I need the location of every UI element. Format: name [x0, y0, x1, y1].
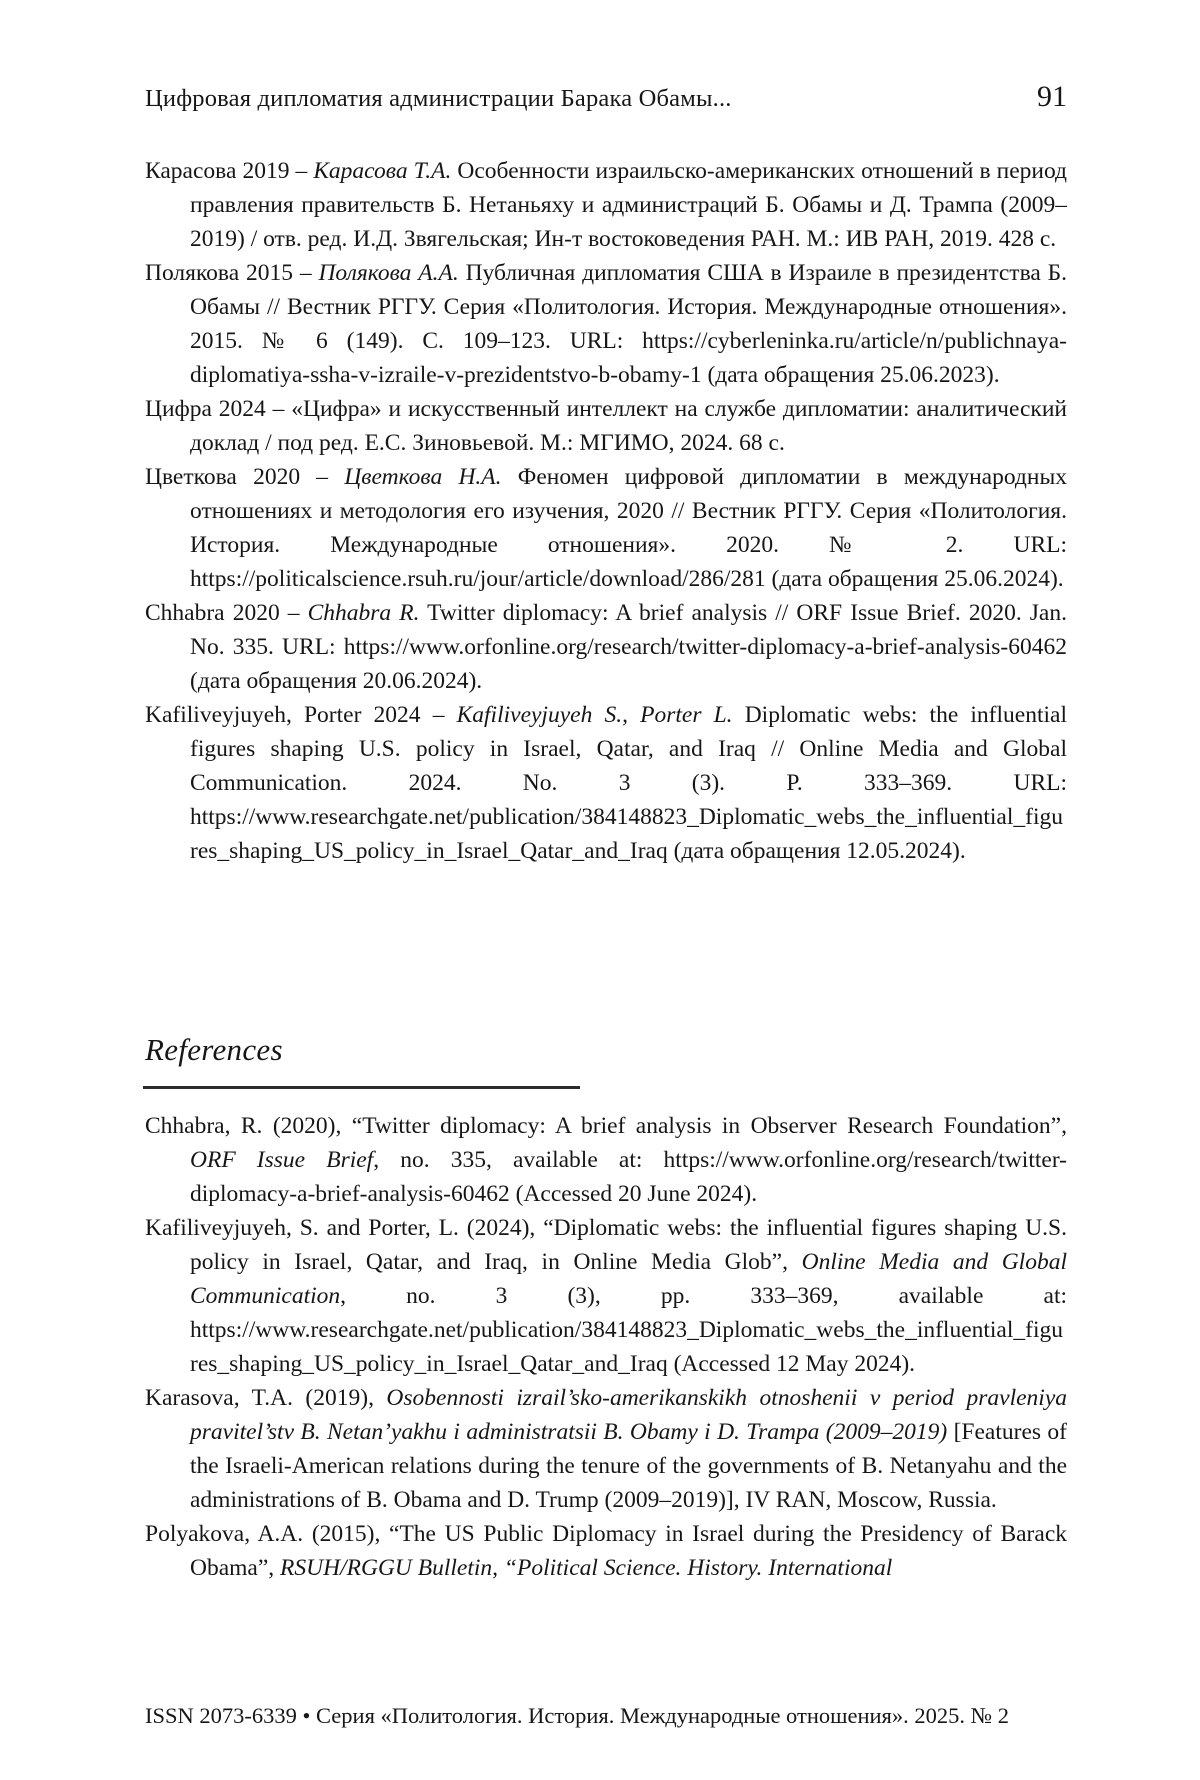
- entry-italic-segment: Online Media and Global Communication: [190, 1249, 1067, 1309]
- entry-italic-segment: Chhabra R.: [307, 600, 420, 626]
- entry-italic-segment: Полякова А.А.: [318, 260, 459, 286]
- entry-text-segment: Diplomatic webs: the influential figures shaping U.S. policy in Israel, Qatar, and Iraq // Online Media and Global Communication. 2024. No. 3 (3). P. 333–369. URL: https://www.researchgate.net/publication/384148823_Diplomatic_webs_the_influential_figures_shaping_US_policy_in_Israel_Qatar_and_Iraq (дата обращения 12.05.2024).: [190, 702, 1067, 864]
- entry-text-segment: [Features of the Israeli-American relations during the tenure of the governments of B. Netanyahu and the administrations of B. Obama and D. Trump (2009–2019)], IV RAN, Moscow, Russia.: [190, 1419, 1067, 1513]
- references-heading-rule: [143, 1086, 580, 1089]
- russian-bibliography-list: [145, 154, 1067, 868]
- entry-text-segment: Особенности израильско-американских отношений в период правления правительств Б. Нетаньяху и администраций Б. Обамы и Д. Трампа (2009–2019) / отв. ред. И.Д. Звягельская; Ин-т востоковедения РАН. М.: ИВ РАН, 2019. 428 с.: [190, 158, 1068, 252]
- bibliography-entry: [145, 154, 1067, 256]
- entry-italic-segment: Карасова Т.А.: [313, 158, 452, 184]
- bibliography-entry: [145, 1211, 1067, 1381]
- page-footer: ISSN 2073-6339 • Серия «Политология. История. Международные отношения». 2025. № 2: [145, 1703, 1009, 1728]
- bibliography-entry: [145, 392, 1067, 460]
- bibliography-entry: [145, 1381, 1067, 1517]
- entry-text-segment: Цифра 2024 – «Цифра» и искусственный интеллект на службе дипломатии: аналитический доклад / под ред. Е.С. Зиновьевой. М.: МГИМО, 2024. 68 с.: [145, 396, 1067, 456]
- entry-text-segment: Polyakova, A.A. (2015), “The US Public Diplomacy in Israel during the Presidency of Barack Obama”,: [145, 1521, 1067, 1581]
- entry-italic-segment: Цветкова Н.А.: [344, 464, 502, 490]
- bibliography-entry: [145, 1517, 1067, 1585]
- entry-text-segment: , no. 3 (3), pp. 333–369, available at: https://www.researchgate.net/publication/384148823_Diplomatic_webs_the_influential_figures_shaping_US_policy_in_Israel_Qatar_and_Iraq (Accessed 12 May 2024).: [190, 1283, 1067, 1377]
- bibliography-entry: [145, 698, 1067, 868]
- entry-text-segment: , no. 335, available at: https://www.orfonline.org/research/twitter-diplomacy-a-brief-analysis-60462 (Accessed 20 June 2024).: [190, 1147, 1067, 1207]
- entry-text-segment: Публичная дипломатия США в Израиле в президентства Б. Обамы // Вестник РГГУ. Серия «Политология. История. Международные отношения». 2015. № 6 (149). С. 109–123. URL: https://cyberleninka.ru/article/n/publichnaya-diplomatiya-ssha-v-izraile-v-prezidentstvo-b-obamy-1 (дата обращения 25.06.2023).: [190, 260, 1068, 388]
- english-references-list: [145, 1109, 1067, 1585]
- bibliography-entry: [145, 596, 1067, 698]
- entry-text-segment: Феномен цифровой дипломатии в международных отношениях и методология его изучения, 2020 // Вестник РГГУ. Серия «Политология. История. Международные отношения». 2020. № 2. URL: https://politicalscience.rsuh.ru/jour/article/download/286/281 (дата обращения 25.06.2024).: [190, 464, 1067, 592]
- bibliography-entry: [145, 1109, 1067, 1211]
- entry-text-segment: Chhabra 2020 –: [145, 600, 308, 626]
- entry-italic-segment: ORF Issue Brief: [190, 1147, 374, 1173]
- entry-text-segment: Karasova, T.A. (2019),: [145, 1385, 387, 1411]
- running-header: [145, 80, 1067, 114]
- entry-text-segment: Цветкова 2020 –: [145, 464, 345, 490]
- entry-text-segment: Kafiliveyjuyeh, Porter 2024 –: [145, 702, 457, 728]
- entry-text-segment: Kafiliveyjuyeh, S. and Porter, L. (2024), “Diplomatic webs: the influential figures shaping U.S. policy in Israel, Qatar, and Iraq, in Online Media Glob”,: [145, 1215, 1067, 1275]
- bibliography-entry: [145, 256, 1067, 392]
- entry-text-segment: Twitter diplomacy: A brief analysis // ORF Issue Brief. 2020. Jan. No. 335. URL: https://www.orfonline.org/research/twitter-diplomacy-a-brief-analysis-60462 (дата обращения 20.06.2024).: [190, 600, 1067, 694]
- entry-italic-segment: Osobennosti izrail’sko-amerikanskikh otnoshenii v period pravleniya pravitel’stv B. Netan’yakhu i administratsii B. Obamy i D. Trampa (2009–2019): [190, 1385, 1068, 1445]
- references-heading: References: [145, 1032, 283, 1067]
- bibliography-entry: [145, 460, 1067, 596]
- entry-text-segment: Полякова 2015 –: [145, 260, 319, 286]
- entry-text-segment: Chhabra, R. (2020), “Twitter diplomacy: A brief analysis in Observer Research Foundation”,: [145, 1113, 1067, 1139]
- running-header-title: Цифровая дипломатия администрации Барака Обамы...: [145, 85, 732, 112]
- entry-text-segment: Карасова 2019 –: [145, 158, 314, 184]
- entry-italic-segment: Kafiliveyjuyeh S., Porter L.: [456, 702, 733, 728]
- page-number: 91: [1037, 80, 1067, 113]
- entry-italic-segment: RSUH/RGGU Bulletin, “Political Science. History. International: [280, 1555, 893, 1581]
